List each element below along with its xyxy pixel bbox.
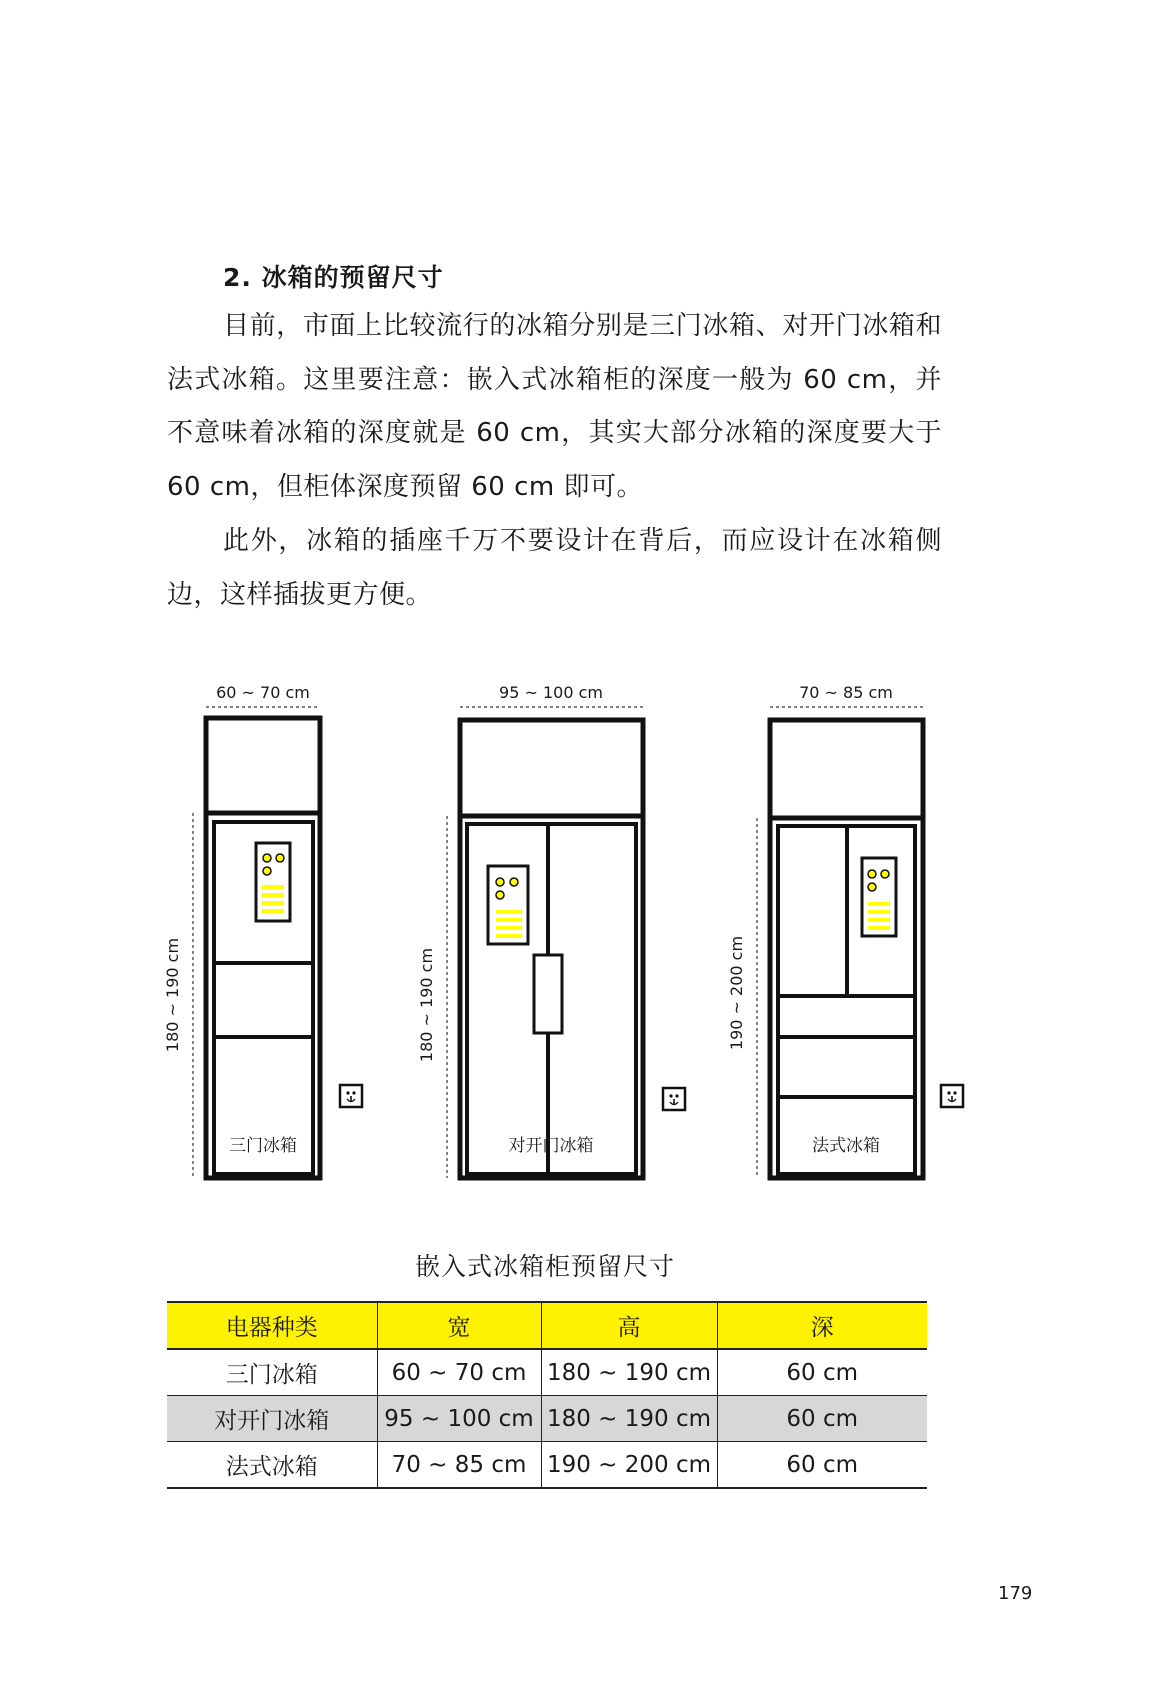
width-label: 70 ~ 85 cm: [799, 683, 893, 702]
height-label: 180 ~ 190 cm: [163, 937, 182, 1053]
cell-width: 95 ~ 100 cm: [377, 1396, 541, 1442]
cell-type: 三门冰箱: [167, 1349, 377, 1396]
fridge-three-door: [163, 683, 362, 1178]
socket-icon: [340, 1085, 362, 1107]
body-paragraph-1: 目前，市面上比较流行的冰箱分别是三门冰箱、对开门冰箱和法式冰箱。这里要注意：嵌入式冰箱柜的深度一般为 60 cm，并不意味着冰箱的深度就是 60 cm，其实大部分冰箱的深度要大于 60 cm，但柜体深度预留 60 cm 即可。: [167, 311, 942, 502]
section-heading: 2. 冰箱的预留尺寸: [223, 263, 444, 292]
page-number: 179: [998, 1583, 1033, 1604]
width-label: 95 ~ 100 cm: [499, 683, 603, 702]
table-row: [167, 1442, 927, 1489]
cell-depth: 60 cm: [717, 1349, 927, 1396]
control-panel-icon: [488, 866, 528, 944]
cell-width: 70 ~ 85 cm: [377, 1442, 541, 1489]
fridge-name-label: 三门冰箱: [229, 1136, 297, 1156]
table-row: [167, 1349, 927, 1396]
cell-depth: 60 cm: [717, 1442, 927, 1489]
fridge-name-label: 对开门冰箱: [508, 1136, 594, 1156]
table-caption: 嵌入式冰箱柜预留尺寸: [414, 1252, 675, 1281]
spec-table: [167, 1301, 927, 1489]
fridge-name-label: 法式冰箱: [812, 1136, 880, 1156]
header-height: 高: [541, 1302, 717, 1349]
table-header-row: [167, 1302, 927, 1349]
cabinet-outline: [206, 718, 320, 1178]
cabinet-outline: [460, 720, 643, 1178]
cell-type: 对开门冰箱: [167, 1396, 377, 1442]
cell-type: 法式冰箱: [167, 1442, 377, 1489]
body-paragraph-2: 此外，冰箱的插座千万不要设计在背后，而应设计在冰箱侧边，这样插拔更方便。: [167, 526, 942, 610]
header-depth: 深: [717, 1302, 927, 1349]
cell-width: 60 ~ 70 cm: [377, 1349, 541, 1396]
control-panel-icon: [256, 843, 290, 921]
control-panel-icon: [862, 858, 896, 936]
table-row: [167, 1396, 927, 1442]
socket-icon: [663, 1088, 685, 1110]
cell-depth: 60 cm: [717, 1396, 927, 1442]
cell-height: 190 ~ 200 cm: [541, 1442, 717, 1489]
header-width: 宽: [377, 1302, 541, 1349]
height-label: 190 ~ 200 cm: [727, 935, 746, 1051]
cell-height: 180 ~ 190 cm: [541, 1396, 717, 1442]
width-label: 60 ~ 70 cm: [216, 683, 310, 702]
fridge-french-door: [727, 683, 963, 1178]
socket-icon: [941, 1085, 963, 1107]
door-handle-icon: [534, 955, 562, 1033]
height-label: 180 ~ 190 cm: [417, 947, 436, 1063]
header-type: 电器种类: [167, 1302, 377, 1349]
fridge-side-by-side: [417, 683, 685, 1178]
cell-height: 180 ~ 190 cm: [541, 1349, 717, 1396]
